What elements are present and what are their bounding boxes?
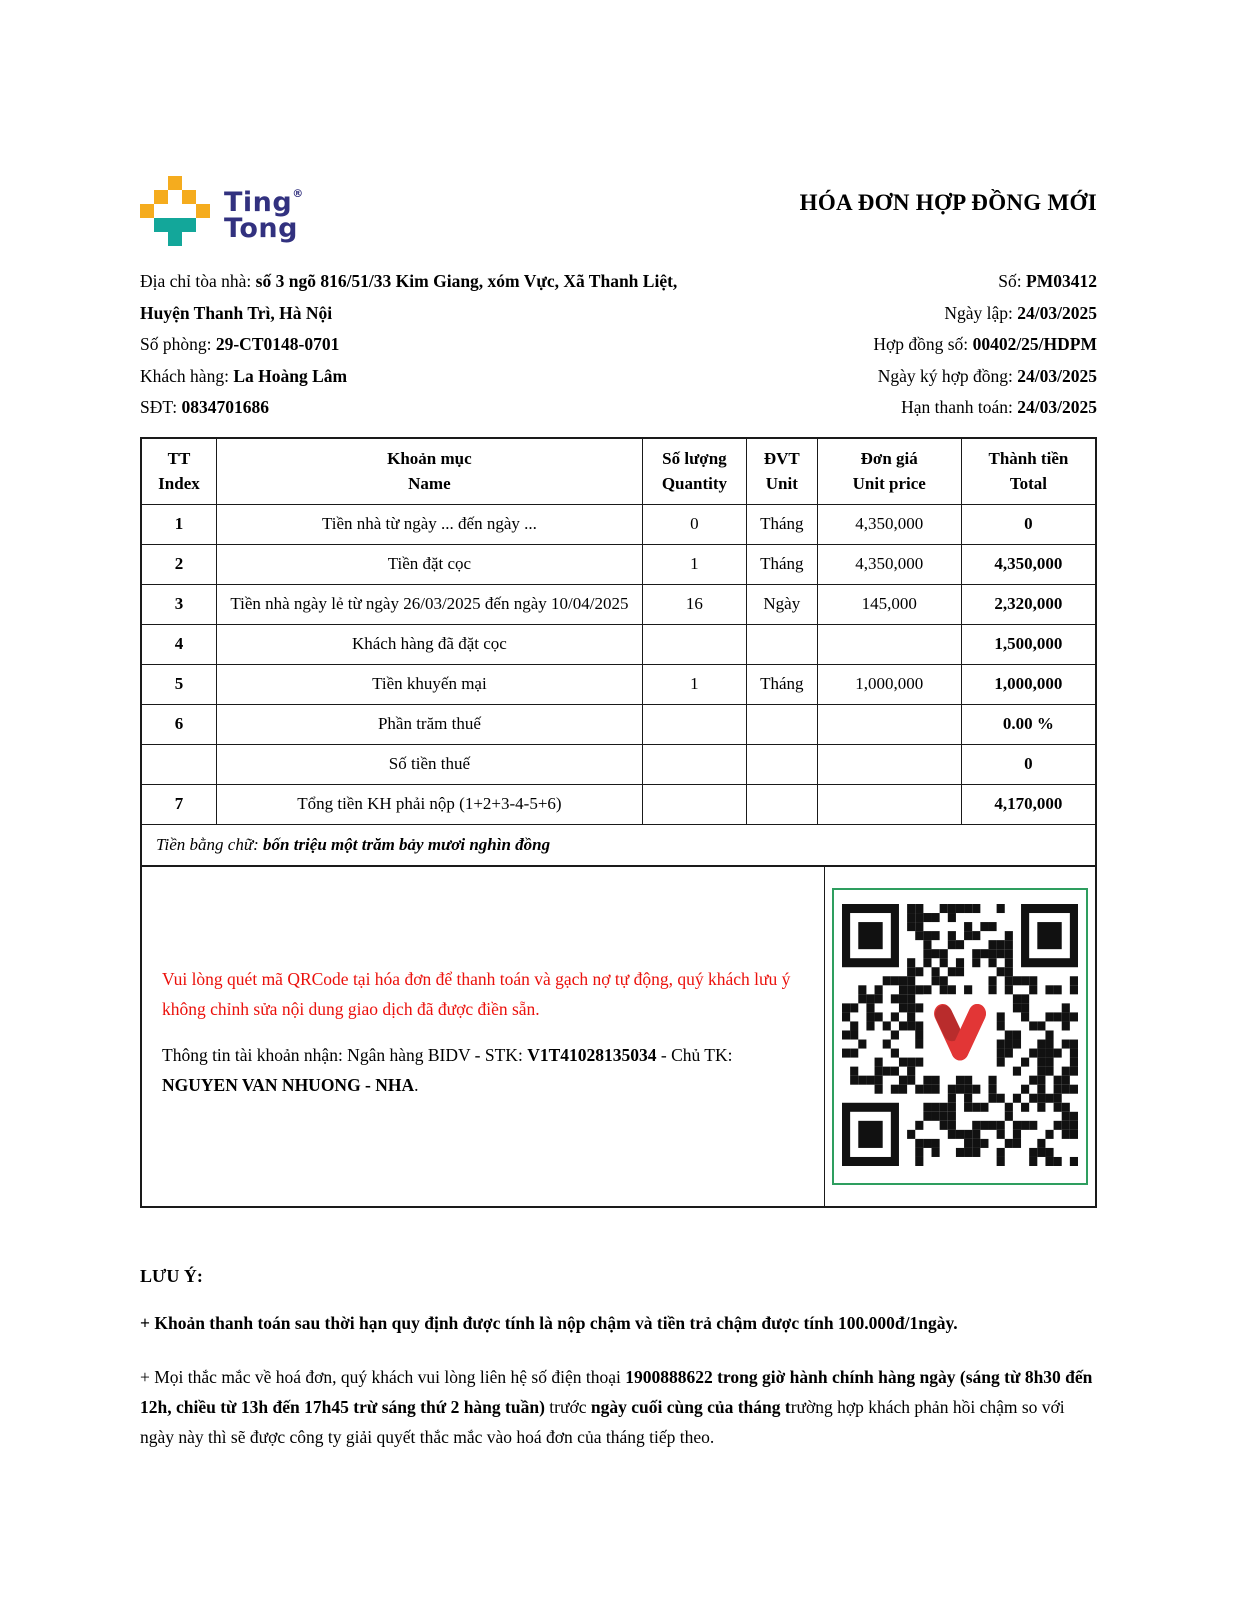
building-address-line: Địa chỉ tòa nhà: số 3 ngõ 816/51/33 Kim Giang, xóm Vực, Xã Thanh Liệt, Huyện Thanh Trì, Hà Nội bbox=[140, 271, 678, 323]
brand-logo bbox=[140, 176, 304, 246]
customer-name-line: Khách hàng: La Hoàng Lâm bbox=[140, 365, 348, 386]
contract-sign-date-line: Ngày ký hợp đồng: 24/03/2025 bbox=[877, 365, 1097, 386]
col-header-unit: ĐVT Unit bbox=[746, 438, 817, 505]
footer-notes bbox=[140, 1266, 1097, 1452]
table-header-row bbox=[141, 438, 1096, 505]
table-row: 1 Tiền nhà từ ngày ... đến ngày ... 0 Tháng 4,350,000 0 bbox=[141, 504, 1096, 544]
room-number-line: Số phòng: 29-CT0148-0701 bbox=[140, 334, 340, 354]
notes-heading: LƯU Ý: bbox=[140, 1265, 203, 1286]
amount-in-words-row: Tiền bằng chữ: bốn triệu một trăm bảy mươi nghìn đồng bbox=[141, 824, 1096, 866]
contract-number-line: Hợp đồng số: 00402/25/HDPM bbox=[873, 334, 1097, 354]
payment-instructions bbox=[142, 867, 825, 1206]
receiving-account-info: Thông tin tài khoản nhận: Ngân hàng BIDV - STK: V1T41028135034 - Chủ TK: NGUYEN VAN NHUONG - NHA. bbox=[162, 1045, 733, 1095]
phone-line: SĐT: 0834701686 bbox=[140, 397, 269, 417]
issue-date-line: Ngày lập: 24/03/2025 bbox=[944, 302, 1097, 323]
late-payment-note: + Khoản thanh toán sau thời hạn quy định được tính là nộp chậm và tiền trả chậm được tính 100.000đ/1ngày. bbox=[140, 1312, 958, 1333]
table-row: 5 Tiền khuyến mại 1 Tháng 1,000,000 1,000,000 bbox=[141, 664, 1096, 704]
col-header-quantity: Số lượng Quantity bbox=[642, 438, 746, 505]
customer-info bbox=[140, 266, 715, 424]
table-row: 7 Tổng tiền KH phải nộp (1+2+3-4-5+6) 4,170,000 bbox=[141, 784, 1096, 824]
table-row: 6 Phần trăm thuế 0.00 % bbox=[141, 704, 1096, 744]
table-row: 3 Tiền nhà ngày lẻ từ ngày 26/03/2025 đến ngày 10/04/2025 16 Ngày 145,000 2,320,000 bbox=[141, 584, 1096, 624]
col-header-name: Khoản mục Name bbox=[216, 438, 642, 505]
payment-section bbox=[140, 867, 1097, 1208]
invoice-items-table bbox=[140, 437, 1097, 867]
invoice-info bbox=[140, 266, 1097, 424]
table-row: Số tiền thuế 0 bbox=[141, 744, 1096, 784]
brand-wordmark: Ting® Tong bbox=[224, 186, 304, 244]
tingtong-logo-icon bbox=[140, 176, 210, 246]
qr-cell bbox=[825, 867, 1095, 1206]
header bbox=[140, 176, 1097, 246]
col-header-unit-price: Đơn giá Unit price bbox=[817, 438, 961, 505]
qr-warning-note: Vui lòng quét mã QRCode tại hóa đơn để thanh toán và gạch nợ tự động, quý khách lưu ý không chỉnh sửa nội dung giao dịch đã được điền sẵn. bbox=[162, 969, 791, 1019]
invoice-title: HÓA ĐƠN HỢP ĐỒNG MỚI bbox=[799, 190, 1097, 215]
payment-due-date-line: Hạn thanh toán: 24/03/2025 bbox=[901, 397, 1097, 417]
col-header-total: Thành tiền Total bbox=[961, 438, 1096, 505]
table-row: 4 Khách hàng đã đặt cọc 1,500,000 bbox=[141, 624, 1096, 664]
registered-mark: ® bbox=[292, 186, 304, 200]
col-header-index: TT Index bbox=[141, 438, 216, 505]
qr-pattern-icon bbox=[842, 904, 1078, 1171]
qr-code bbox=[832, 888, 1088, 1185]
invoice-meta bbox=[873, 266, 1097, 424]
contact-note: + Mọi thắc mắc về hoá đơn, quý khách vui lòng liên hệ số điện thoại 1900888622 trong giờ hành chính hàng ngày (sáng từ 8h30 đến 12h, chiều từ 13h đến 17h45 trừ sáng thứ 2 hàng tuần) trước ngày cuối cùng của tháng trường hợp khách phản hồi chậm so với ngày này thì sẽ được công ty giải quyết thắc mắc vào hoá đơn của tháng tiếp theo. bbox=[140, 1366, 1093, 1447]
invoice-number-line: Số: PM03412 bbox=[998, 271, 1097, 291]
table-row: 2 Tiền đặt cọc 1 Tháng 4,350,000 4,350,000 bbox=[141, 544, 1096, 584]
